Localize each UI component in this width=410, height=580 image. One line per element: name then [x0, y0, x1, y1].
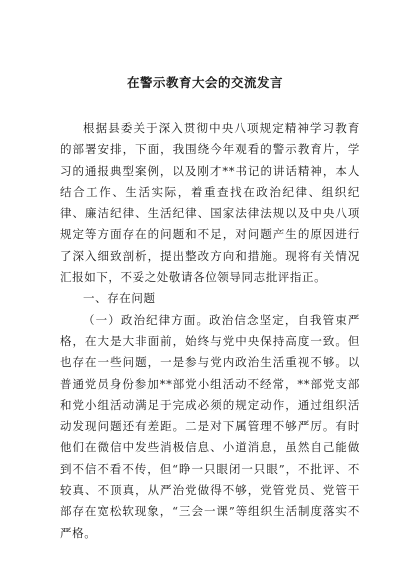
section-heading: 一、存在问题	[83, 291, 156, 306]
document-body	[60, 118, 360, 544]
document-title: 在警示教育大会的交流发言	[126, 75, 283, 90]
political-discipline-paragraph: （一）政治纪律方面。政治信念坚定，自我管束严格，在大是大非面前，始终与党中央保持高度一致。但也存在一些问题，一是参与党内政治生活重视不够。以普通党员身份参加**部党小组活动不经常，**部党支部和党小组活动满足于完成必须的规定动作，通过组织活动发现问题还有差距。二是对下属管理不够严厉。有时他们在微信中发些消极信息、小道消息，虽然自己能做到不信不看不传，但“睁一只眼闭一只眼”，不批评、不较真、不顶真，从严治党做得不够，党管党员、党管干部存在宽松软现象，“三会一课”等组织生活制度落实不严格。	[60, 312, 360, 540]
intro-paragraph: 根据县委关于深入贯彻中央八项规定精神学习教育的部署安排，下面，我围绕今年观看的警示教育片，学习的通报典型案例，以及刚才**书记的讲话精神，本人结合工作、生活实际，着重查找在政治纪律、组织纪律、廉洁纪律、生活纪律、国家法律法规以及中央八项规定等方面存在的问题和不足，对问题产生的原因进行了深入细致剖析，提出整改方向和措施。现将有关情况汇报如下，不妥之处敬请各位领导同志批评指正。	[60, 121, 360, 285]
